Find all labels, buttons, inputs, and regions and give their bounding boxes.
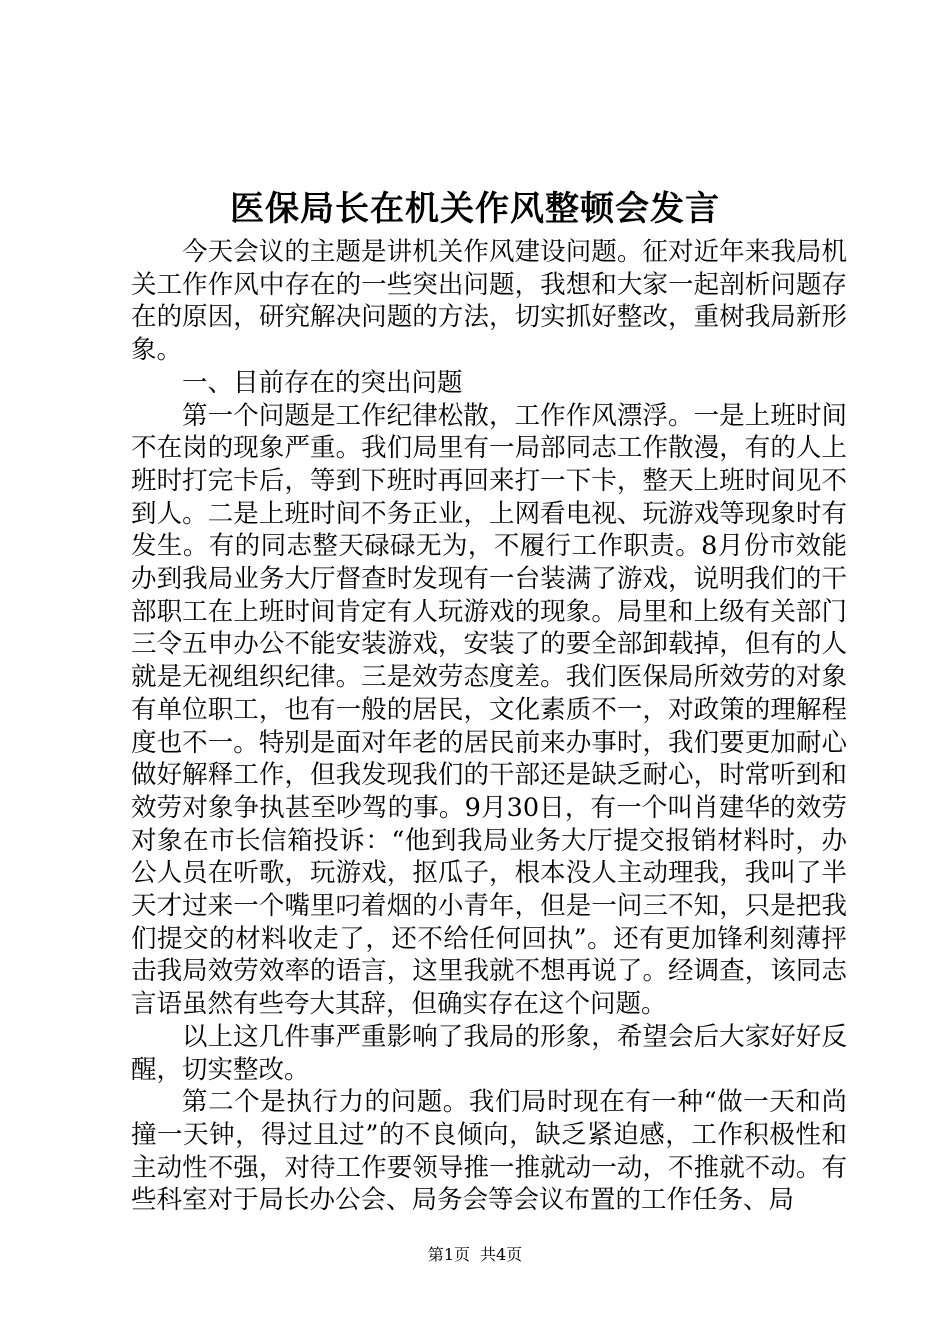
document-title: 医保局长在机关作风整顿会发言	[230, 189, 720, 229]
page-footer	[0, 1244, 950, 1266]
paragraph-problem-one: 第一个问题是工作纪律松散，工作作风漂浮。一是上班时间不在岗的现象严重。我们局里有一局部同志工作散漫，有的人上班时打完卡后，等到下班时再回来打一下卡，整天上班时间见不到人。二是上班时间不务正业，上网看电视、玩游戏等现象时有发生。有的同志整天碌碌无为，不履行工作职责。8月份市效能办到我局业务大厅督查时发现有一台装满了游戏，说明我们的干部职工在上班时间肯定有人玩游戏的现象。局里和上级有关部门三令五申办公不能安装游戏，安装了的要全部卸载掉，但有的人就是无视组织纪律。三是效劳态度差。我们医保局所效劳的对象有单位职工，也有一般的居民，文化素质不一，对政策的理解程度也不一。特别是面对年老的居民前来办事时，我们要更加耐心做好解释工作，但我发现我们的干部还是缺乏耐心，时常听到和效劳对象争执甚至吵驾的事。9月30日，有一个叫肖建华的效劳对象在市长信箱投诉：“他到我局业务大厅提交报销材料时，办公人员在听歌，玩游戏，抠瓜子，根本没人主动理我，我叫了半天才过来一个嘴里叼着烟的小青年，但是一问三不知，只是把我们提交的材料收走了，还不给任何回执”。还有更加锋利刻薄抨击我局效劳效率的语言，这里我就不想再说了。经调查，该同志言语虽然有些夸大其辞，但确实存在这个问题。	[131, 400, 847, 1020]
page-number: 第1页	[427, 1245, 470, 1264]
document-body	[131, 236, 847, 1217]
page-total: 共4页	[480, 1245, 523, 1264]
paragraph-summary: 以上这几件事严重影响了我局的形象，希望会后大家好好反醒，切实整改。	[131, 1021, 847, 1085]
section-heading: 一、目前存在的突出问题	[182, 367, 463, 398]
paragraph-intro: 今天会议的主题是讲机关作风建设问题。征对近年来我局机关工作作风中存在的一些突出问题，我想和大家一起剖析问题存在的原因，研究解决问题的方法，切实抓好整改，重树我局新形象。	[131, 237, 847, 366]
paragraph-problem-two: 第二个是执行力的问题。我们局时现在有一种“做一天和尚撞一天钟，得过且过”的不良倾向，缺乏紧迫感，工作积极性和主动性不强，对待工作要领导推一推就动一动，不推就不动。有些科室对于局长办公会、局务会等会议布置的工作任务、局	[131, 1087, 847, 1216]
